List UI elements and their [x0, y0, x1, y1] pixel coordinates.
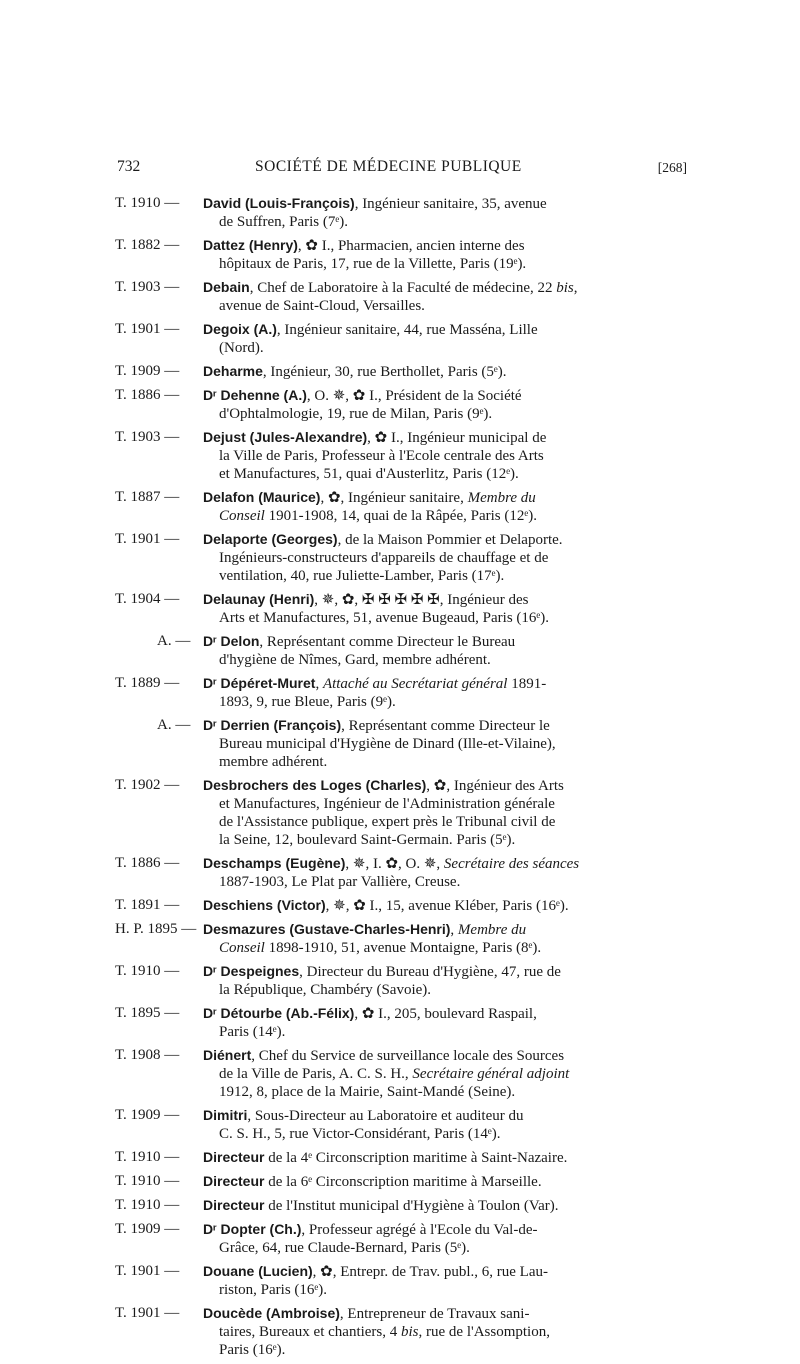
entry-line — [203, 1004, 683, 1023]
entry-line — [203, 386, 683, 405]
italic-text: Secrétaire général adjoint — [412, 1066, 570, 1082]
entry-line — [203, 447, 683, 465]
member-name: Desbrochers des Loges (Charles) — [203, 777, 427, 793]
entry-line — [203, 753, 683, 771]
entry-text — [203, 278, 683, 315]
entry-line — [203, 567, 683, 585]
text-run: , de la Maison Pommier et Delaporte. — [337, 532, 563, 548]
entry-text — [203, 1196, 683, 1215]
entry-code: H. P. 1895 — — [115, 921, 197, 937]
text-run: , — [315, 676, 323, 692]
text-run: , Ingénieur, 30, rue Berthollet, Paris (5ᵉ). — [262, 364, 507, 380]
entry-text — [203, 896, 683, 915]
member-name: Delafon (Maurice) — [203, 489, 321, 505]
entry-line — [203, 465, 683, 483]
member-entry — [0, 1046, 800, 1101]
entry-code: T. 1902 — — [115, 777, 180, 793]
text-run: et Manufactures, 51, quai d'Austerlitz, Paris (12ᵉ). — [219, 466, 519, 482]
italic-text: Conseil — [219, 940, 265, 956]
member-name: Debain — [203, 279, 250, 295]
member-name: Desmazures (Gustave-Charles-Henri) — [203, 921, 451, 937]
entry-text — [203, 1172, 683, 1191]
entry-line — [203, 549, 683, 567]
entry-text — [203, 632, 683, 669]
text-run: la Seine, 12, boulevard Saint-Germain. Paris (5ᵉ). — [219, 832, 516, 848]
italic-text: Membre du — [457, 922, 527, 938]
running-title: SOCIÉTÉ DE MÉDECINE PUBLIQUE — [255, 158, 522, 175]
text-run: , Sous-Directeur au Laboratoire et auditeur du — [247, 1108, 524, 1124]
entry-code: T. 1889 — — [115, 675, 180, 691]
entry-line — [203, 1281, 683, 1299]
member-name: Deschamps (Eugène) — [203, 855, 346, 871]
entry-line — [203, 1125, 683, 1143]
member-name: Dʳ Derrien (François) — [203, 717, 342, 733]
text-run: , ✿ I., Pharmacien, ancien interne des — [297, 238, 525, 254]
text-run: , Professeur agrégé à l'Ecole du Val-de- — [301, 1222, 538, 1238]
member-name: Dʳ Despeignes — [203, 963, 300, 979]
entry-code: T. 1908 — — [115, 1047, 180, 1063]
member-entry — [0, 674, 800, 711]
text-run: de Suffren, Paris (7ᵉ). — [219, 214, 348, 230]
entry-code: T. 1903 — — [115, 279, 180, 295]
text-run: la République, Chambéry (Savoie). — [219, 982, 432, 998]
entry-code: T. 1901 — — [115, 531, 180, 547]
entry-line — [203, 735, 683, 753]
text-run: , ✿, Ingénieur sanitaire, — [320, 490, 468, 506]
member-name: Dimitri — [203, 1107, 248, 1123]
text-run: de l'Assistance publique, expert près le Tribunal civil de — [219, 814, 556, 830]
text-run: , Chef du Service de surveillance locale des Sources — [251, 1048, 565, 1064]
entry-line — [203, 854, 683, 873]
member-entry — [0, 632, 800, 669]
text-run: de la 4ᵉ Circonscription maritime à Saint-Nazaire. — [264, 1150, 568, 1166]
text-run: membre adhérent. — [219, 754, 328, 770]
entry-line — [203, 981, 683, 999]
entry-line — [203, 1239, 683, 1257]
member-entry — [0, 854, 800, 891]
entry-text — [203, 962, 683, 999]
text-run: (Nord). — [219, 340, 264, 356]
text-run: Ingénieurs-constructeurs d'appareils de chauffage et de — [219, 550, 549, 566]
entry-line — [203, 1083, 683, 1101]
entry-line — [203, 320, 683, 339]
member-entry — [0, 1220, 800, 1257]
entry-line — [203, 1196, 683, 1215]
member-entry — [0, 776, 800, 849]
text-run: , ✿ I., Ingénieur municipal de — [367, 430, 547, 446]
entry-code: T. 1901 — — [115, 1305, 180, 1321]
entry-text — [203, 590, 683, 627]
member-name: Douane (Lucien) — [203, 1263, 313, 1279]
entry-line — [203, 1046, 683, 1065]
text-run: , Chef de Laboratoire à la Faculté de médecine, 22 — [249, 280, 557, 296]
entry-text — [203, 1004, 683, 1041]
member-entry — [0, 920, 800, 957]
entry-code: T. 1882 — — [115, 237, 180, 253]
text-run: , — [450, 922, 458, 938]
member-entry — [0, 386, 800, 423]
italic-text: Secrétaire des séances — [443, 856, 580, 872]
member-name: Deschiens (Victor) — [203, 897, 326, 913]
entry-line — [203, 1262, 683, 1281]
entry-text — [203, 1304, 683, 1359]
entry-text — [203, 1046, 683, 1101]
entry-line — [203, 776, 683, 795]
member-name: Dʳ Dehenne (A.) — [203, 387, 307, 403]
entry-line — [203, 939, 683, 957]
entry-code: T. 1903 — — [115, 429, 180, 445]
member-entry — [0, 1004, 800, 1041]
text-run: , Entrepreneur de Travaux sani- — [339, 1306, 530, 1322]
entry-code: T. 1909 — — [115, 1107, 180, 1123]
member-name: Dʳ Dopter (Ch.) — [203, 1221, 302, 1237]
text-run: Paris (14ᵉ). — [219, 1024, 286, 1040]
text-run: , ✵, ✿ I., 15, avenue Kléber, Paris (16ᵉ). — [325, 898, 569, 914]
entry-code: T. 1886 — — [115, 855, 180, 871]
text-run: d'hygiène de Nîmes, Gard, membre adhérent. — [219, 652, 491, 668]
entry-code: T. 1891 — — [115, 897, 180, 913]
entry-line — [203, 1172, 683, 1191]
member-list — [0, 194, 800, 1364]
text-run: C. S. H., 5, rue Victor-Considérant, Paris (14ᵉ). — [219, 1126, 501, 1142]
page-number: 732 — [117, 158, 141, 175]
text-run: , Représentant comme Directeur le Bureau — [259, 634, 516, 650]
text-run: , Ingénieur sanitaire, 35, avenue — [354, 196, 547, 212]
text-run: , ✵, ✿, ✠ ✠ ✠ ✠ ✠, Ingénieur des — [314, 592, 529, 608]
entry-text — [203, 530, 683, 585]
member-entry — [0, 194, 800, 231]
text-run: d'Ophtalmologie, 19, rue de Milan, Paris (9ᵉ). — [219, 406, 493, 422]
entry-code: T. 1904 — — [115, 591, 180, 607]
entry-text — [203, 362, 683, 381]
entry-line — [203, 609, 683, 627]
entry-code: A. — — [157, 633, 191, 649]
entry-line — [203, 1148, 683, 1167]
entry-text — [203, 854, 683, 891]
member-entry — [0, 590, 800, 627]
entry-line — [203, 1341, 683, 1359]
entry-code: T. 1910 — — [115, 963, 180, 979]
text-run: , rue de l'Assomption, — [418, 1324, 550, 1340]
entry-line — [203, 488, 683, 507]
text-run: de la Ville de Paris, A. C. S. H., — [219, 1066, 413, 1082]
entry-code: A. — — [157, 717, 191, 733]
text-run: , Directeur du Bureau d'Hygiène, 47, rue de — [299, 964, 561, 980]
entry-text — [203, 1220, 683, 1257]
text-run: Arts et Manufactures, 51, avenue Bugeaud, Paris (16ᵉ). — [219, 610, 549, 626]
member-entry — [0, 1148, 800, 1167]
entry-line — [203, 213, 683, 231]
text-run: riston, Paris (16ᵉ). — [219, 1282, 328, 1298]
entry-code: T. 1901 — — [115, 321, 180, 337]
entry-line — [203, 297, 683, 315]
member-entry — [0, 320, 800, 357]
entry-line — [203, 674, 683, 693]
text-run: et Manufactures, Ingénieur de l'Administration générale — [219, 796, 555, 812]
member-name: Directeur — [203, 1197, 265, 1213]
entry-code: T. 1909 — — [115, 363, 180, 379]
entry-line — [203, 831, 683, 849]
entry-line — [203, 1304, 683, 1323]
text-run: Grâce, 64, rue Claude-Bernard, Paris (5ᵉ). — [219, 1240, 470, 1256]
text-run: 1901-1908, 14, quai de la Râpée, Paris (12ᵉ). — [264, 508, 537, 524]
member-entry — [0, 896, 800, 915]
text-run: taires, Bureaux et chantiers, 4 — [219, 1324, 402, 1340]
text-run: , O. ✵, ✿ I., Président de la Société — [306, 388, 522, 404]
entry-text — [203, 920, 683, 957]
entry-code: T. 1901 — — [115, 1263, 180, 1279]
italic-text: bis — [556, 280, 574, 296]
italic-text: bis — [401, 1324, 419, 1340]
entry-line — [203, 507, 683, 525]
member-name: Deharme — [203, 363, 263, 379]
member-entry — [0, 488, 800, 525]
text-run: , Représentant comme Directeur le — [341, 718, 550, 734]
entry-text — [203, 1148, 683, 1167]
text-run: de la 6ᵉ Circonscription maritime à Marseille. — [264, 1174, 542, 1190]
text-run: hôpitaux de Paris, 17, rue de la Villette, Paris (19ᵉ). — [219, 256, 527, 272]
entry-line — [203, 236, 683, 255]
member-entry — [0, 962, 800, 999]
member-entry — [0, 1262, 800, 1299]
entry-text — [203, 386, 683, 423]
entry-line — [203, 962, 683, 981]
member-name: Directeur — [203, 1149, 265, 1165]
member-name: Dejust (Jules-Alexandre) — [203, 429, 368, 445]
entry-code: T. 1886 — — [115, 387, 180, 403]
entry-line — [203, 1220, 683, 1239]
entry-line — [203, 920, 683, 939]
text-run: , ✿ I., 205, boulevard Raspail, — [354, 1006, 537, 1022]
text-run: , Ingénieur sanitaire, 44, rue Masséna, Lille — [276, 322, 538, 338]
italic-text: Conseil — [219, 508, 265, 524]
entry-text — [203, 1106, 683, 1143]
entry-text — [203, 488, 683, 525]
entry-code: T. 1910 — — [115, 1197, 180, 1213]
member-entry — [0, 1196, 800, 1215]
text-run: , ✵, I. ✿, O. ✵, — [345, 856, 444, 872]
entry-line — [203, 632, 683, 651]
italic-text: Membre du — [467, 490, 536, 506]
italic-text: Attaché au Secrétariat général — [322, 676, 508, 692]
entry-line — [203, 428, 683, 447]
text-run: Paris (16ᵉ). — [219, 1342, 286, 1358]
entry-code: T. 1895 — — [115, 1005, 180, 1021]
member-name: Doucède (Ambroise) — [203, 1305, 340, 1321]
entry-code: T. 1910 — — [115, 1149, 180, 1165]
entry-line — [203, 1323, 683, 1341]
entry-line — [203, 693, 683, 711]
sheet-mark: [268] — [657, 160, 687, 175]
entry-code: T. 1910 — — [115, 195, 180, 211]
entry-line — [203, 1023, 683, 1041]
member-entry — [0, 278, 800, 315]
entry-line — [203, 362, 683, 381]
text-run: , ✿, Entrepr. de Trav. publ., 6, rue Lau- — [312, 1264, 548, 1280]
entry-line — [203, 590, 683, 609]
entry-text — [203, 776, 683, 849]
text-run: , ✿, Ingénieur des Arts — [426, 778, 564, 794]
entry-line — [203, 278, 683, 297]
text-run: 1891- — [507, 676, 547, 692]
member-entry — [0, 1304, 800, 1359]
text-run: Bureau municipal d'Hygiène de Dinard (Ille-et-Vilaine), — [219, 736, 556, 752]
member-name: Delaunay (Henri) — [203, 591, 315, 607]
entry-line — [203, 651, 683, 669]
member-name: Diénert — [203, 1047, 252, 1063]
entry-line — [203, 896, 683, 915]
member-name: Degoix (A.) — [203, 321, 277, 337]
text-run: , — [573, 280, 578, 296]
entry-text — [203, 320, 683, 357]
text-run: 1893, 9, rue Bleue, Paris (9ᵉ). — [219, 694, 396, 710]
text-run: 1912, 8, place de la Mairie, Saint-Mandé (Seine). — [219, 1084, 516, 1100]
member-entry — [0, 428, 800, 483]
member-entry — [0, 716, 800, 771]
entry-line — [203, 194, 683, 213]
entry-line — [203, 795, 683, 813]
entry-line — [203, 1065, 683, 1083]
entry-line — [203, 873, 683, 891]
text-run: de l'Institut municipal d'Hygiène à Toulon (Var). — [264, 1198, 559, 1214]
entry-line — [203, 813, 683, 831]
member-name: David (Louis-François) — [203, 195, 355, 211]
member-name: Dʳ Dépéret-Muret — [203, 675, 316, 691]
entry-code: T. 1910 — — [115, 1173, 180, 1189]
member-entry — [0, 530, 800, 585]
entry-line — [203, 530, 683, 549]
entry-text — [203, 194, 683, 231]
member-entry — [0, 236, 800, 273]
text-run: 1898-1910, 51, avenue Montaigne, Paris (8ᵉ). — [264, 940, 542, 956]
member-name: Dʳ Détourbe (Ab.-Félix) — [203, 1005, 355, 1021]
member-name: Dattez (Henry) — [203, 237, 298, 253]
entry-line — [203, 339, 683, 357]
text-run: avenue de Saint-Cloud, Versailles. — [219, 298, 425, 314]
member-entry — [0, 1106, 800, 1143]
entry-line — [203, 716, 683, 735]
entry-text — [203, 236, 683, 273]
member-entry — [0, 1172, 800, 1191]
member-name: Dʳ Delon — [203, 633, 260, 649]
entry-line — [203, 405, 683, 423]
entry-text — [203, 428, 683, 483]
entry-text — [203, 674, 683, 711]
text-run: ventilation, 40, rue Juliette-Lamber, Paris (17ᵉ). — [219, 568, 505, 584]
entry-line — [203, 1106, 683, 1125]
member-name: Delaporte (Georges) — [203, 531, 338, 547]
entry-code: T. 1909 — — [115, 1221, 180, 1237]
entry-text — [203, 716, 683, 771]
entry-code: T. 1887 — — [115, 489, 180, 505]
page-header — [117, 158, 687, 182]
entry-line — [203, 255, 683, 273]
text-run: 1887-1903, Le Plat par Vallière, Creuse. — [219, 874, 461, 890]
text-run: la Ville de Paris, Professeur à l'Ecole centrale des Arts — [219, 448, 544, 464]
member-name: Directeur — [203, 1173, 265, 1189]
entry-text — [203, 1262, 683, 1299]
member-entry — [0, 362, 800, 381]
